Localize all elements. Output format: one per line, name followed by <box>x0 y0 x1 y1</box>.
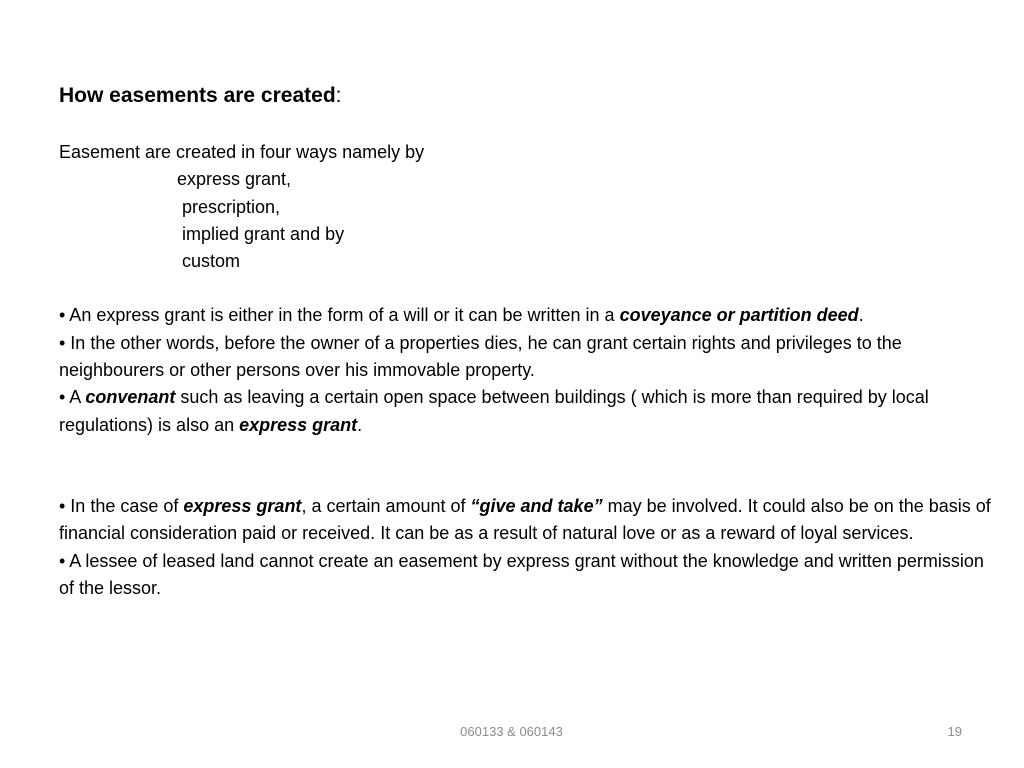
bullet-emphasis: express grant <box>239 414 358 435</box>
bullet-text: • In the case of <box>59 495 184 516</box>
spacer <box>59 466 999 493</box>
spacer <box>59 112 999 139</box>
way-item: custom <box>182 251 241 272</box>
heading-text: How easements are created <box>59 84 336 107</box>
bullet-emphasis: coveyance or partition deed <box>619 305 859 326</box>
bullet-give-and-take <box>59 493 999 548</box>
intro-text: Easement are created in four ways namely by <box>59 142 425 162</box>
way-item: implied grant and by <box>182 223 345 244</box>
footer-course-codes: 060133 & 060143 <box>460 724 563 739</box>
bullet-text: • A <box>59 387 86 408</box>
bullet-emphasis: convenant <box>85 387 176 408</box>
bullet-emphasis: express grant <box>183 495 302 516</box>
slide-content <box>59 80 999 602</box>
bullet-express-grant-form <box>59 302 999 329</box>
bullet-emphasis: “give and take” <box>470 495 603 516</box>
bullet-text: . <box>357 414 363 435</box>
footer-text <box>0 724 1024 739</box>
spacer <box>59 275 999 302</box>
bullet-convenant <box>59 384 999 439</box>
way-item: express grant, <box>177 169 292 190</box>
heading-colon: : <box>335 84 342 107</box>
bullet-text: such as leaving a certain open space between buildings ( which is more than required by local regulations) is also an <box>59 387 929 435</box>
page-number: 19 <box>947 724 962 739</box>
slide-heading <box>59 80 999 112</box>
ways-list <box>59 166 999 275</box>
bullet-text: • An express grant is either in the form of a will or it can be written in a <box>59 305 620 326</box>
bullet-text: . <box>858 305 864 326</box>
way-item: prescription, <box>182 196 281 217</box>
bullet-text: may be involved. It could also be on the basis of financial consideration paid or received. It can be as a result of natural love or as a reward of loyal services. <box>59 495 991 544</box>
spacer <box>59 439 999 466</box>
bullet-lessee: • A lessee of leased land cannot create an easement by express grant without the knowledge and written permission of the lessor. <box>59 550 984 598</box>
bullet-owner-grant: • In the other words, before the owner of a properties dies, he can grant certain rights and privileges to the neighbourers or other persons over his immovable property. <box>59 332 902 381</box>
bullet-text: , a certain amount of <box>301 495 471 516</box>
